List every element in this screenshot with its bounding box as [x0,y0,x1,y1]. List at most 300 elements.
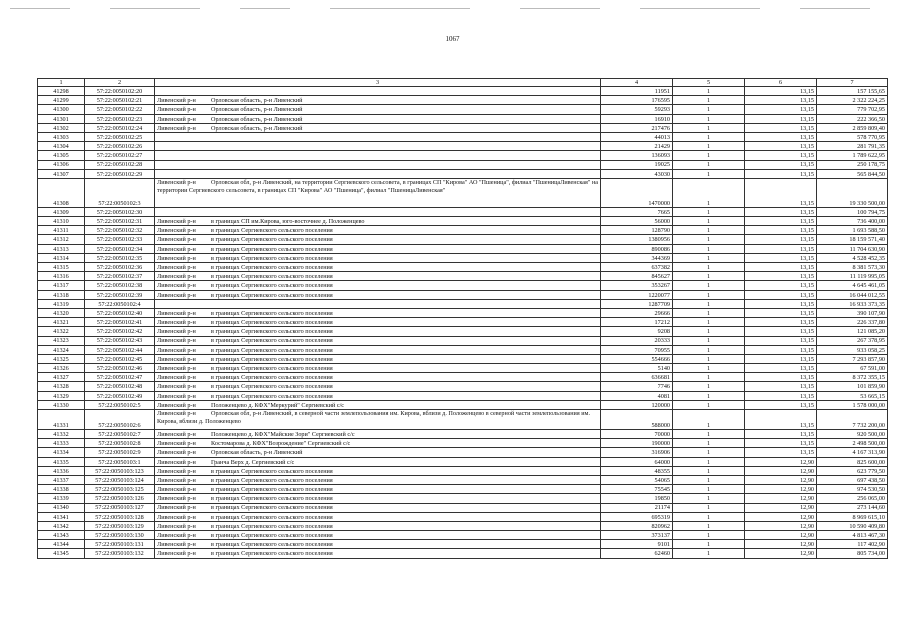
rate-cell: 13,15 [745,178,817,207]
cadastral-value-cell: 805 734,00 [817,549,888,558]
location-cell [155,151,601,160]
cadastral-value-cell: 18 159 571,40 [817,235,888,244]
rate-cell: 13,15 [745,354,817,363]
location-cell [155,226,601,235]
coefficient-cell: 1 [673,263,745,272]
coefficient-cell: 1 [673,512,745,521]
rate-cell: 13,15 [745,345,817,354]
location-cell [155,466,601,475]
location-cell [155,132,601,141]
location-cell [155,244,601,253]
row-number-cell: 41299 [38,96,85,105]
address-text: в границах Сергиевского сельского поселения [211,263,333,271]
row-number-cell: 41339 [38,494,85,503]
coefficient-cell: 1 [673,244,745,253]
address-text: в границах Сергиевского сельского поселения [211,346,333,354]
coefficient-cell: 1 [673,457,745,466]
coefficient-cell: 1 [673,448,745,457]
district-text: Ливенский р-н [157,541,196,549]
cadastral-value-cell: 53 665,15 [817,391,888,400]
table-row [38,521,888,530]
table-row [38,308,888,317]
location-cell [155,448,601,457]
rate-cell: 13,15 [745,400,817,409]
location-cell [155,439,601,448]
rate-cell: 13,15 [745,318,817,327]
cadastral-value-cell: 933 058,25 [817,345,888,354]
area-cell: 7665 [601,207,673,216]
location-cell [155,430,601,439]
address-text: в границах Сергиевского сельского поселения [211,532,333,540]
district-text: Ливенский р-н [157,504,196,512]
area-cell: 70000 [601,430,673,439]
row-number-cell: 41334 [38,448,85,457]
district-text: Ливенский р-н [157,97,196,105]
table-row [38,364,888,373]
area-cell: 9208 [601,327,673,336]
table-body [38,87,888,559]
coefficient-cell: 1 [673,391,745,400]
cadastral-value-cell: 1 693 588,50 [817,226,888,235]
district-text: Ливенский р-н [157,309,196,317]
location-cell [155,272,601,281]
cadastral-number-cell: 57:22:0050102:9 [85,448,155,457]
rate-cell: 12,90 [745,531,817,540]
rate-cell: 13,15 [745,364,817,373]
table-row [38,169,888,178]
row-number-cell: 41317 [38,281,85,290]
location-cell [155,318,601,327]
address-text: Орловская обл, р-н Ливенский, в северной части землепользования им. Кирова, вблизи д. Положенцево в северной части землепользования им. Кирова, вблизи д. Положенцево [157,410,590,426]
location-cell [155,391,601,400]
cadastral-value-cell: 226 337,80 [817,318,888,327]
row-number-cell: 41310 [38,217,85,226]
table-row [38,299,888,308]
coefficient-cell: 1 [673,430,745,439]
row-number-cell: 41312 [38,235,85,244]
district-text: Ливенский р-н [157,319,196,327]
table-row [38,540,888,549]
location-cell [155,345,601,354]
address-text: в границах Сергиевского сельского поселения [211,282,333,290]
district-text: Ливенский р-н [157,374,196,382]
address-text: Орловская область, р-н Ливенский [211,106,303,114]
address-text: в границах Сергиевского сельского поселения [211,273,333,281]
area-cell: 59293 [601,105,673,114]
district-text: Ливенский р-н [157,458,196,466]
cadastral-value-cell: 697 438,50 [817,475,888,484]
row-number-cell: 41325 [38,354,85,363]
district-text: Ливенский р-н [157,392,196,400]
cadastral-number-cell: 57:22:0050103:131 [85,540,155,549]
cadastral-number-cell: 57:22:0050102:46 [85,364,155,373]
row-number-cell: 41314 [38,253,85,262]
district-text: Ливенский р-н [157,346,196,354]
address-text: в границах Сергиевского сельского поселения [211,513,333,521]
table-row [38,217,888,226]
table-row [38,327,888,336]
cadastral-value-cell: 16 933 373,35 [817,299,888,308]
cadastral-number-cell: 57:22:0050102:24 [85,123,155,132]
rate-cell: 13,15 [745,253,817,262]
location-cell [155,540,601,549]
rate-cell: 13,15 [745,235,817,244]
area-cell: 128790 [601,226,673,235]
cadastral-number-cell: 57:22:0050103:128 [85,512,155,521]
coefficient-cell: 1 [673,123,745,132]
row-number-cell: 41344 [38,540,85,549]
address-text: в границах Сергиевского сельского поселения [211,254,333,262]
location-cell [155,207,601,216]
address-text: в границах Сергиевского сельского поселения [211,495,333,503]
cadastral-number-cell: 57:22:0050102:28 [85,160,155,169]
district-text: Ливенский р-н [157,328,196,336]
cadastral-value-cell: 623 779,50 [817,466,888,475]
cadastral-number-cell: 57:22:0050102:36 [85,263,155,272]
district-text: Ливенский р-н [157,550,196,558]
row-number-cell: 41337 [38,475,85,484]
rate-cell: 12,90 [745,457,817,466]
rate-cell: 13,15 [745,142,817,151]
table-row [38,439,888,448]
district-text: Ливенский р-н [157,273,196,281]
cadastral-value-cell: 7 732 200,00 [817,410,888,430]
cadastral-value-cell: 825 600,00 [817,457,888,466]
row-number-cell: 41304 [38,142,85,151]
area-cell: 20333 [601,336,673,345]
cadastral-value-cell: 4 167 313,90 [817,448,888,457]
area-cell: 637382 [601,263,673,272]
coefficient-cell: 1 [673,318,745,327]
rate-cell: 13,15 [745,151,817,160]
district-text: Ливенский р-н [157,513,196,521]
location-cell [155,263,601,272]
area-cell: 344369 [601,253,673,262]
area-cell: 16910 [601,114,673,123]
district-text: Ливенский р-н [157,522,196,530]
rate-cell: 13,15 [745,244,817,253]
rate-cell: 13,15 [745,160,817,169]
area-cell: 7746 [601,382,673,391]
rate-cell: 13,15 [745,281,817,290]
cadastral-value-cell: 117 402,90 [817,540,888,549]
row-number-cell: 41301 [38,114,85,123]
table-row [38,87,888,96]
cadastral-number-cell: 57:22:0050102:48 [85,382,155,391]
location-cell [155,235,601,244]
district-text: Ливенский р-н [157,430,196,438]
area-cell: 75545 [601,485,673,494]
cadastral-number-cell: 57:22:0050103:129 [85,521,155,530]
table-row [38,494,888,503]
cadastral-number-cell: 57:22:0050102:41 [85,318,155,327]
location-cell [155,217,601,226]
district-text: Ливенский р-н [157,486,196,494]
cadastral-value-cell: 100 794,75 [817,207,888,216]
address-text: в границах Сергиевского сельского поселения [211,476,333,484]
cadastral-number-cell: 57:22:0050102:4 [85,299,155,308]
table-row [38,485,888,494]
cadastral-value-cell: 4 645 461,05 [817,281,888,290]
cadastral-number-cell: 57:22:0050103:127 [85,503,155,512]
rate-cell: 13,15 [745,439,817,448]
location-cell [155,105,601,114]
location-cell [155,299,601,308]
table-row [38,207,888,216]
rate-cell: 13,15 [745,430,817,439]
cadastral-value-cell: 390 107,90 [817,308,888,317]
row-number-cell: 41300 [38,105,85,114]
area-cell: 44013 [601,132,673,141]
row-number-cell: 41309 [38,207,85,216]
table-row [38,281,888,290]
row-number-cell: 41298 [38,87,85,96]
area-cell: 9101 [601,540,673,549]
table-row [38,151,888,160]
row-number-cell: 41336 [38,466,85,475]
coefficient-cell: 1 [673,290,745,299]
table-row [38,226,888,235]
address-text: Орловская область, р-н Ливенский [211,449,303,457]
row-number-cell: 41318 [38,290,85,299]
rate-cell: 13,15 [745,123,817,132]
location-cell [155,503,601,512]
cadastral-number-cell: 57:22:0050102:26 [85,142,155,151]
address-text: в границах Сергиевского сельского поселения [211,291,333,299]
cadastral-number-cell: 57:22:0050103:123 [85,466,155,475]
location-cell [155,290,601,299]
cadastral-value-cell: 8 969 615,10 [817,512,888,521]
district-text: Ливенский р-н [157,440,196,448]
table-row [38,531,888,540]
location-cell [155,475,601,484]
coefficient-cell: 1 [673,336,745,345]
cadastral-value-cell: 736 400,00 [817,217,888,226]
rate-cell: 13,15 [745,114,817,123]
area-cell: 64000 [601,457,673,466]
cadastral-value-cell: 7 293 857,90 [817,354,888,363]
cadastral-value-cell: 578 770,95 [817,132,888,141]
row-number-cell: 41343 [38,531,85,540]
address-text: в границах Сергиевского сельского поселения [211,522,333,530]
table-row [38,354,888,363]
location-cell [155,123,601,132]
cadastral-number-cell: 57:22:0050102:35 [85,253,155,262]
location-cell [155,114,601,123]
rate-cell: 13,15 [745,105,817,114]
table-row [38,178,888,207]
coefficient-cell: 1 [673,466,745,475]
address-text: в границах Сергиевского сельского поселения [211,541,333,549]
row-number-cell: 41323 [38,336,85,345]
location-cell [155,382,601,391]
location-cell [155,87,601,96]
location-cell [155,410,601,430]
cadastral-value-cell: 19 330 500,00 [817,178,888,207]
cadastral-number-cell: 57:22:0050102:32 [85,226,155,235]
area-cell: 588000 [601,410,673,430]
rate-cell: 13,15 [745,373,817,382]
coefficient-cell: 1 [673,151,745,160]
district-text: Ливенский р-н [157,236,196,244]
area-cell: 136093 [601,151,673,160]
table-row [38,263,888,272]
cadastral-number-cell: 57:22:0050102:47 [85,373,155,382]
cadastral-number-cell: 57:22:0050102:38 [85,281,155,290]
rate-cell: 12,90 [745,503,817,512]
coefficient-cell: 1 [673,226,745,235]
area-cell: 56000 [601,217,673,226]
coefficient-cell: 1 [673,521,745,530]
address-text: Орловская область, р-н Ливенский [211,124,303,132]
district-text: Ливенский р-н [157,410,196,417]
coefficient-cell: 1 [673,299,745,308]
location-cell [155,364,601,373]
district-text: Ливенский р-н [157,245,196,253]
table-row [38,318,888,327]
location-cell [155,308,601,317]
cadastral-number-cell: 57:22:0050102:22 [85,105,155,114]
cadastral-number-cell: 57:22:0050103:132 [85,549,155,558]
coefficient-cell: 1 [673,178,745,207]
address-text: в границах Сергиевского сельского поселения [211,374,333,382]
rate-cell: 13,15 [745,290,817,299]
coefficient-cell: 1 [673,485,745,494]
area-cell: 29666 [601,308,673,317]
address-text: в границах Сергиевского сельского поселения [211,245,333,253]
coefficient-cell: 1 [673,373,745,382]
address-text: в границах Сергиевского сельского поселения [211,504,333,512]
area-cell: 1470000 [601,178,673,207]
location-cell [155,494,601,503]
address-text: в границах Сергиевского сельского поселения [211,550,333,558]
row-number-cell: 41342 [38,521,85,530]
rate-cell: 12,90 [745,475,817,484]
cadastral-number-cell: 57:22:0050102:33 [85,235,155,244]
coefficient-cell: 1 [673,327,745,336]
column-header: 3 [155,79,601,87]
coefficient-cell: 1 [673,235,745,244]
cadastral-number-cell: 57:22:0050102:8 [85,439,155,448]
table-row [38,123,888,132]
rate-cell: 13,15 [745,410,817,430]
table-row [38,336,888,345]
cadastral-number-cell: 57:22:0050102:49 [85,391,155,400]
area-cell: 190000 [601,439,673,448]
coefficient-cell: 1 [673,382,745,391]
row-number-cell: 41331 [38,410,85,430]
row-number-cell: 41315 [38,263,85,272]
cadastral-number-cell: 57:22:0050103:1 [85,457,155,466]
rate-cell: 13,15 [745,336,817,345]
cadastral-value-cell: 11 704 630,90 [817,244,888,253]
area-cell: 21429 [601,142,673,151]
coefficient-cell: 1 [673,475,745,484]
area-cell: 4081 [601,391,673,400]
address-text: в границах Сергиевского сельского поселения [211,236,333,244]
rate-cell: 13,15 [745,391,817,400]
coefficient-cell: 1 [673,281,745,290]
address-text: Орловская обл, р-н Ливенский, на территории Сергиевского сельсовета, в границах СП "Кирова" АО "Пшеница", филиал "ПшеницаЛивенская" на территории Сергиевского сельсовета, в границах СП "Кирова" АО "Пшеница", филиал "ПшеницаЛивенская" [157,178,598,194]
table-row [38,512,888,521]
row-number-cell: 41329 [38,391,85,400]
cadastral-value-cell: 250 178,75 [817,160,888,169]
address-text: в границах Сергиевского сельского поселения [211,383,333,391]
district-text: Ливенский р-н [157,263,196,271]
location-cell [155,400,601,409]
table-row [38,430,888,439]
coefficient-cell: 1 [673,87,745,96]
cadastral-value-cell: 974 530,50 [817,485,888,494]
location-cell [155,336,601,345]
district-text: Ливенский р-н [157,476,196,484]
row-number-cell: 41311 [38,226,85,235]
cadastral-value-cell: 2 322 224,25 [817,96,888,105]
coefficient-cell: 1 [673,400,745,409]
cadastral-value-cell: 67 591,00 [817,364,888,373]
area-cell: 5140 [601,364,673,373]
area-cell: 1287709 [601,299,673,308]
cadastral-value-cell: 157 155,65 [817,87,888,96]
column-header: 4 [601,79,673,87]
cadastral-value-cell: 267 378,95 [817,336,888,345]
cadastral-value-cell: 222 366,50 [817,114,888,123]
rate-cell: 13,15 [745,327,817,336]
table-row [38,114,888,123]
area-cell: 176595 [601,96,673,105]
column-header: 2 [85,79,155,87]
rate-cell: 12,90 [745,540,817,549]
table-row [38,448,888,457]
coefficient-cell: 1 [673,354,745,363]
district-text: Ливенский р-н [157,401,196,409]
area-cell: 636681 [601,373,673,382]
rate-cell: 13,15 [745,448,817,457]
row-number-cell: 41303 [38,132,85,141]
coefficient-cell: 1 [673,272,745,281]
cadastral-number-cell: 57:22:0050102:7 [85,430,155,439]
row-number-cell: 41330 [38,400,85,409]
table-row [38,105,888,114]
coefficient-cell: 1 [673,540,745,549]
cadastral-number-cell: 57:22:0050102:3 [85,178,155,207]
table-row [38,410,888,430]
row-number-cell: 41305 [38,151,85,160]
table-row [38,400,888,409]
cadastral-value-cell: 1 789 622,95 [817,151,888,160]
table-row [38,142,888,151]
rate-cell: 13,15 [745,207,817,216]
area-cell: 70955 [601,345,673,354]
address-text: в границах Сергиевского сельского поселения [211,486,333,494]
table-row [38,345,888,354]
cadastral-number-cell: 57:22:0050103:126 [85,494,155,503]
rate-cell: 13,15 [745,96,817,105]
coefficient-cell: 1 [673,439,745,448]
cadastral-value-cell: 281 791,35 [817,142,888,151]
district-text: Ливенский р-н [157,449,196,457]
coefficient-cell: 1 [673,160,745,169]
location-cell [155,142,601,151]
table-row [38,549,888,558]
table-row [38,373,888,382]
cadastral-value-cell: 273 144,60 [817,503,888,512]
table-row [38,290,888,299]
area-cell: 845627 [601,272,673,281]
rate-cell: 13,15 [745,382,817,391]
cadastral-value-cell: 565 844,50 [817,169,888,178]
rate-cell: 12,90 [745,485,817,494]
